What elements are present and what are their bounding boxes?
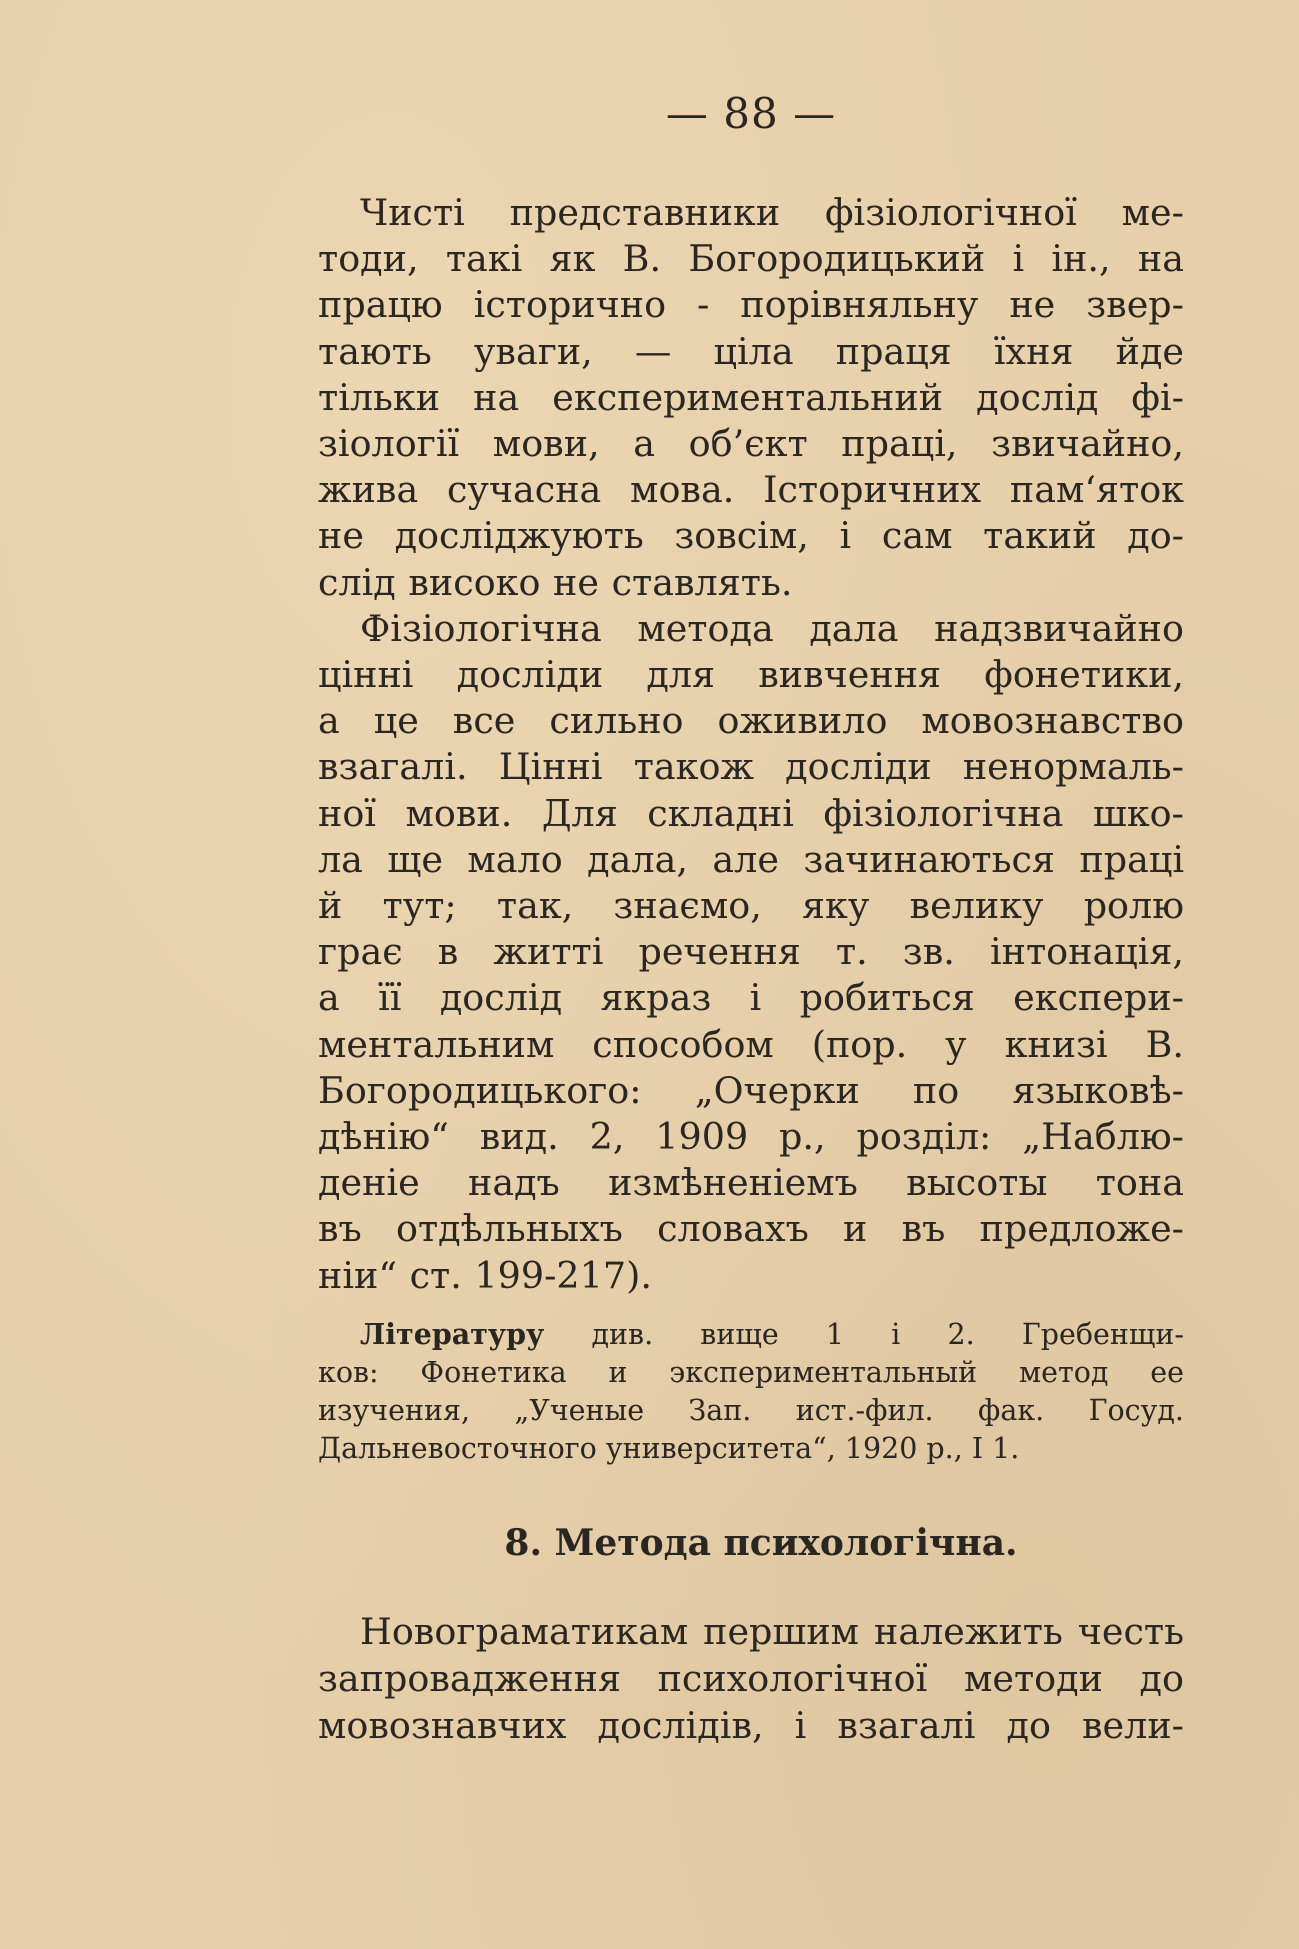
text-line: взагалі. Цінні також досліди ненормаль- <box>318 745 1184 789</box>
text-line: не досліджують зовсім, і сам такий до- <box>318 514 1184 558</box>
literature-lead: Літературу <box>360 1316 545 1351</box>
text-line: цінні досліди для вивчення фонетики, <box>318 653 1184 697</box>
reference-line: ков: Фонетика и экспериментальный метод ее <box>318 1355 1184 1389</box>
text-line: працю історично - порівняльну не звер- <box>318 283 1184 327</box>
text-line: ніи“ ст. 199-217). <box>318 1253 652 1297</box>
text-line: ментальним способом (пор. у книзі В. <box>318 1022 1184 1066</box>
text-line: ла ще мало дала, але зачинаються праці <box>318 837 1184 881</box>
reference-line: изучения, „Ученые Зап. ист.-фил. фак. Госуд. <box>318 1393 1184 1427</box>
text-line: Фізіологічна метода дала надзвичайно <box>360 606 1184 650</box>
text-line: ної мови. Для складні фізіологічна шко- <box>318 791 1184 835</box>
reference-line <box>318 1315 1184 1354</box>
reference-line: Дальневосточного университета“, 1920 р., І 1. <box>318 1431 1020 1465</box>
paragraph-physiological-representatives <box>318 190 1184 606</box>
text-line: тільки на експериментальний дослід фі- <box>318 375 1184 419</box>
section-heading: 8. Метода психологічна. <box>504 1521 1018 1564</box>
text-line: запровадження психологічної методи до <box>318 1656 1184 1700</box>
text-line: Богородицького: „Очерки по языковѣ- <box>318 1068 1184 1112</box>
text-line: мовознавчих дослідів, і взагалі до вели- <box>318 1703 1184 1747</box>
text-line: Новограматикам першим належить честь <box>360 1609 1184 1653</box>
text-line: слід високо не ставлять. <box>318 560 793 604</box>
page-number: — 88 — <box>665 89 837 138</box>
text-line: зіології мови, а об’єкт праці, звичайно, <box>318 422 1184 466</box>
text-line: дѣнію“ вид. 2, 1909 р., розділ: „Наблю- <box>318 1115 1184 1159</box>
paragraph-physiological-method <box>318 606 1184 1299</box>
text-line: деніе надъ измѣненіемъ высоты тона <box>318 1161 1184 1205</box>
paragraph-neogrammarians <box>318 1608 1184 1749</box>
text-line: тають уваги, — ціла праця їхня йде <box>318 329 1184 373</box>
text-line: въ отдѣльныхъ словахъ и въ предложе- <box>318 1207 1184 1251</box>
text-line: а це все сильно оживило мовознавство <box>318 699 1184 743</box>
text-line: й тут; так, знаємо, яку велику ролю <box>318 884 1184 928</box>
reference-text: див. вище 1 і 2. Гребенщи- <box>544 1317 1184 1351</box>
text-line: а її дослід якраз і робиться експери- <box>318 976 1184 1020</box>
text-line: тоди, такі як В. Богородицький і ін., на <box>318 237 1184 281</box>
text-line: жива сучасна мова. Історичних пам‘яток <box>318 468 1184 512</box>
literature-references <box>318 1315 1184 1468</box>
book-page <box>318 84 1184 1749</box>
text-line: Чисті представники фізіологічної ме- <box>360 191 1184 234</box>
text-line: грає в житті речення т. зв. інтонація, <box>318 930 1184 974</box>
